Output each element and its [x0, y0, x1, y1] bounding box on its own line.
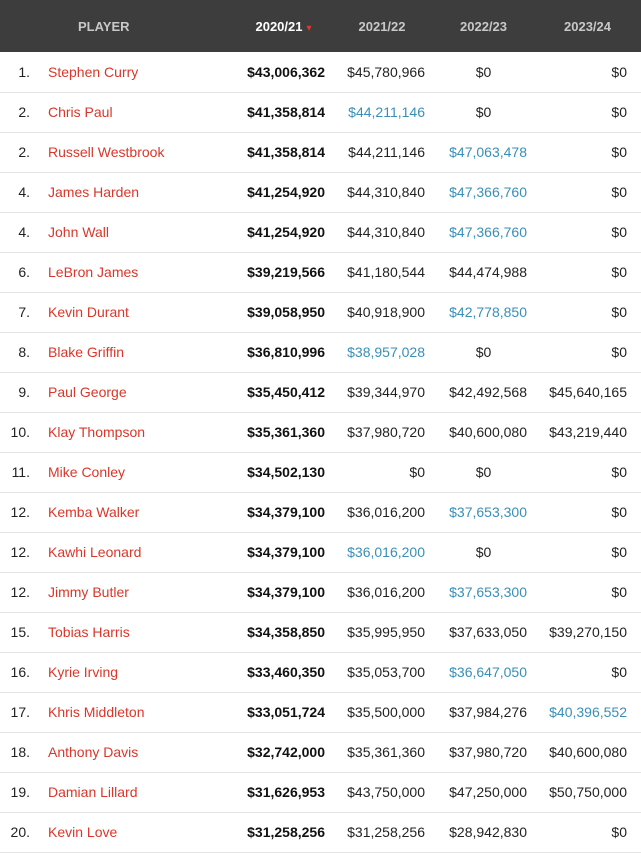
salary-cell-2022-23: $47,250,000	[449, 784, 527, 800]
salary-cell-2022-23: $0	[475, 464, 492, 480]
table-row	[0, 92, 641, 132]
player-cell	[30, 412, 236, 452]
player-cell	[30, 492, 236, 532]
player-cell	[30, 452, 236, 492]
rank-label: 1.	[18, 63, 30, 80]
rank-label: 9.	[18, 384, 30, 400]
salary-cell-2023-24: $43,219,440	[549, 424, 627, 440]
salary-cell-2020-21: $34,358,850	[247, 624, 325, 640]
rank-label: 12.	[10, 544, 30, 560]
player-cell	[30, 92, 236, 132]
rank-cell	[0, 132, 30, 172]
salary-cell-2022-23: $42,778,850	[449, 304, 527, 320]
rank-cell	[0, 652, 30, 692]
table-row	[0, 372, 641, 412]
salary-cell-2021-22: $44,211,146	[348, 144, 425, 160]
player-link[interactable]: Blake Griffin	[48, 344, 124, 360]
rank-cell	[0, 372, 30, 412]
salary-cell-2022-23: $37,980,720	[449, 744, 527, 760]
salary-cell-2020-21: $36,810,996	[247, 344, 325, 360]
table-row	[0, 572, 641, 612]
salary-cell-2020-21: $41,358,814	[247, 104, 325, 120]
rank-label: 4.	[18, 184, 30, 200]
table-row	[0, 172, 641, 212]
salary-cell-2023-24: $50,750,000	[549, 784, 627, 800]
salary-cell-2023-24: $0	[611, 464, 627, 480]
salary-cell-2021-22: $36,016,200	[347, 504, 425, 520]
salary-cell-2020-21: $41,254,920	[247, 184, 325, 200]
salary-cell-2022-23: $0	[475, 544, 492, 560]
column-header-2021-22[interactable]: 2021/22	[358, 18, 406, 34]
table-row	[0, 692, 641, 732]
rank-label: 8.	[18, 344, 30, 360]
salary-cell-2021-22: $35,995,950	[347, 624, 425, 640]
rank-cell	[0, 732, 30, 772]
table-row	[0, 492, 641, 532]
salary-cell-2020-21: $41,254,920	[247, 224, 325, 240]
column-header-2022-23[interactable]: 2022/23	[460, 18, 507, 34]
salary-cell-2021-22: $40,918,900	[347, 304, 425, 320]
salary-cell-2023-24: $0	[611, 504, 627, 520]
salary-cell-2021-22: $36,016,200	[347, 584, 425, 600]
salary-cell-2023-24: $0	[611, 304, 627, 320]
salary-cell-2021-22: $43,750,000	[347, 784, 425, 800]
salary-cell-2021-22: $35,361,360	[347, 744, 425, 760]
salary-cell-2023-24: $0	[611, 63, 627, 80]
rank-label: 10.	[10, 424, 30, 440]
player-cell	[30, 252, 236, 292]
salary-cell-2020-21: $32,742,000	[247, 744, 325, 760]
salary-cell-2022-23: $37,984,276	[449, 704, 527, 720]
salary-cell-2023-24: $0	[611, 224, 627, 240]
salary-cell-2022-23: $40,600,080	[449, 424, 527, 440]
salary-cell-2020-21: $33,051,724	[247, 704, 325, 720]
table-row	[0, 732, 641, 772]
player-link[interactable]: Kemba Walker	[48, 504, 140, 520]
salary-cell-2021-22: $35,053,700	[347, 664, 425, 680]
rank-cell	[0, 92, 30, 132]
table-row	[0, 412, 641, 452]
player-link[interactable]: Chris Paul	[48, 104, 113, 120]
rank-label: 7.	[18, 304, 30, 320]
player-cell	[30, 732, 236, 772]
table-row	[0, 292, 641, 332]
salary-cell-2022-23: $36,647,050	[449, 664, 527, 680]
rank-cell	[0, 172, 30, 212]
salary-cell-2020-21: $43,006,362	[247, 63, 325, 80]
salary-cell-2022-23: $37,633,050	[449, 624, 527, 640]
table-row	[0, 772, 641, 812]
rank-label: 15.	[10, 624, 30, 640]
column-header-2023-24[interactable]: 2023/24	[564, 18, 611, 34]
salary-cell-2020-21: $34,379,100	[247, 544, 325, 560]
player-cell	[30, 172, 236, 212]
player-link[interactable]: James Harden	[48, 184, 140, 200]
salary-cell-2020-21: $31,258,256	[247, 824, 325, 840]
salary-cell-2022-23: $0	[475, 63, 492, 80]
player-link[interactable]: Khris Middleton	[48, 704, 145, 720]
rank-cell	[0, 292, 30, 332]
rank-label: 19.	[10, 784, 30, 800]
salary-cell-2021-22: $45,780,966	[347, 63, 425, 80]
rank-cell	[0, 212, 30, 252]
salary-cell-2022-23: $37,653,300	[449, 584, 527, 600]
rank-label: 2.	[18, 104, 30, 120]
salary-cell-2023-24: $39,270,150	[549, 624, 627, 640]
column-header-2020-21[interactable]	[236, 0, 331, 52]
player-cell	[30, 812, 236, 852]
player-link[interactable]: Jimmy Butler	[48, 584, 129, 600]
salary-cell-2020-21: $35,361,360	[247, 424, 325, 440]
chevron-down-icon[interactable]: ▾	[306, 22, 312, 34]
salary-cell-2021-22: $38,957,028	[347, 344, 425, 360]
player-cell	[30, 692, 236, 732]
table-row	[0, 812, 641, 852]
rank-label: 18.	[10, 744, 30, 760]
table-row	[0, 132, 641, 172]
salary-cell-2023-24: $40,600,080	[549, 744, 627, 760]
salary-cell-2021-22: $41,180,544	[347, 264, 425, 280]
salary-cell-2020-21: $34,502,130	[247, 464, 325, 480]
salary-cell-2021-22: $44,211,146	[348, 104, 425, 120]
rank-cell	[0, 252, 30, 292]
salary-cell-2021-22: $37,980,720	[347, 424, 425, 440]
player-cell	[30, 212, 236, 252]
salary-cell-2022-23: $0	[475, 104, 492, 120]
player-cell	[30, 612, 236, 652]
rank-cell	[0, 812, 30, 852]
salary-cell-2023-24: $40,396,552	[549, 704, 627, 720]
table-header-row	[0, 0, 641, 52]
rank-label: 17.	[10, 704, 30, 720]
rank-label: 4.	[18, 224, 30, 240]
table-row	[0, 612, 641, 652]
salary-cell-2022-23: $37,653,300	[449, 504, 527, 520]
player-cell	[30, 132, 236, 172]
rank-label: 2.	[18, 144, 30, 160]
rank-label: 6.	[18, 264, 30, 280]
player-link[interactable]: Damian Lillard	[48, 784, 138, 800]
salary-cell-2023-24: $0	[611, 344, 627, 360]
rank-cell	[0, 52, 30, 92]
salary-cell-2020-21: $34,379,100	[247, 504, 325, 520]
table-row	[0, 452, 641, 492]
player-cell	[30, 292, 236, 332]
player-link[interactable]: Kyrie Irving	[48, 664, 119, 680]
player-cell	[30, 372, 236, 412]
rank-cell	[0, 492, 30, 532]
table-row	[0, 332, 641, 372]
rank-cell	[0, 692, 30, 732]
salary-cell-2023-24: $0	[611, 184, 627, 200]
rank-label: 11.	[11, 464, 30, 480]
salary-cell-2020-21: $35,450,412	[247, 384, 325, 400]
player-link[interactable]: Klay Thompson	[48, 424, 146, 440]
salary-cell-2021-22: $35,500,000	[347, 704, 425, 720]
salary-cell-2020-21: $39,219,566	[247, 264, 325, 280]
player-cell	[30, 572, 236, 612]
player-link[interactable]: Russell Westbrook	[48, 144, 165, 160]
rank-cell	[0, 572, 30, 612]
salary-cell-2022-23: $47,366,760	[449, 224, 527, 240]
salary-cell-2023-24: $45,640,165	[549, 384, 627, 400]
rank-cell	[0, 412, 30, 452]
salary-cell-2023-24: $0	[611, 824, 627, 840]
salary-cell-2021-22: $44,310,840	[347, 224, 425, 240]
salary-cell-2020-21: $31,626,953	[247, 784, 325, 800]
table-row	[0, 252, 641, 292]
salary-cell-2022-23: $47,063,478	[449, 144, 527, 160]
rank-cell	[0, 332, 30, 372]
rank-label: 12.	[10, 584, 30, 600]
salary-cell-2022-23: $47,366,760	[449, 184, 527, 200]
player-cell	[30, 52, 236, 92]
player-column-header[interactable]: PLAYER	[78, 18, 130, 34]
salary-cell-2023-24: $0	[611, 264, 627, 280]
player-link[interactable]: Tobias Harris	[48, 624, 130, 640]
column-header-2020-21-label: 2020/21	[255, 18, 303, 34]
salary-cell-2022-23: $28,942,830	[449, 824, 527, 840]
rank-cell	[0, 532, 30, 572]
player-link[interactable]: Paul George	[48, 384, 127, 400]
player-cell	[30, 772, 236, 812]
player-link[interactable]: Kevin Durant	[48, 304, 129, 320]
table-row	[0, 532, 641, 572]
salary-cell-2020-21: $41,358,814	[247, 144, 325, 160]
salary-cell-2021-22: $36,016,200	[347, 544, 425, 560]
rank-cell	[0, 612, 30, 652]
salary-cell-2021-22: $39,344,970	[347, 384, 425, 400]
player-cell	[30, 652, 236, 692]
salary-cell-2020-21: $34,379,100	[247, 584, 325, 600]
player-cell	[30, 532, 236, 572]
salary-cell-2021-22: $31,258,256	[347, 824, 425, 840]
table-row	[0, 52, 641, 92]
player-link[interactable]: John Wall	[48, 224, 109, 240]
rank-label: 16.	[10, 664, 30, 680]
rank-cell	[0, 772, 30, 812]
salary-cell-2022-23: $0	[475, 344, 492, 360]
salary-cell-2021-22: $44,310,840	[347, 184, 425, 200]
salary-cell-2022-23: $42,492,568	[449, 384, 527, 400]
rank-cell	[0, 452, 30, 492]
player-cell	[30, 332, 236, 372]
player-link[interactable]: Anthony Davis	[48, 744, 139, 760]
player-link[interactable]: Mike Conley	[48, 464, 126, 480]
salary-cell-2023-24: $0	[611, 144, 627, 160]
salary-cell-2022-23: $44,474,988	[449, 264, 527, 280]
rank-label: 12.	[10, 504, 30, 520]
player-link[interactable]: Kawhi Leonard	[48, 544, 142, 560]
salary-cell-2023-24: $0	[611, 664, 627, 680]
player-link[interactable]: LeBron James	[48, 264, 139, 280]
salary-cell-2021-22: $0	[409, 464, 425, 480]
salary-cell-2023-24: $0	[611, 544, 627, 560]
table-row	[0, 652, 641, 692]
player-link[interactable]: Stephen Curry	[48, 63, 139, 80]
table-row	[0, 212, 641, 252]
salary-cell-2020-21: $39,058,950	[247, 304, 325, 320]
rank-label: 20.	[10, 824, 30, 840]
salary-cell-2023-24: $0	[611, 104, 627, 120]
salary-cell-2020-21: $33,460,350	[247, 664, 325, 680]
salary-cell-2023-24: $0	[611, 584, 627, 600]
rank-header	[0, 0, 30, 52]
player-link[interactable]: Kevin Love	[48, 824, 118, 840]
